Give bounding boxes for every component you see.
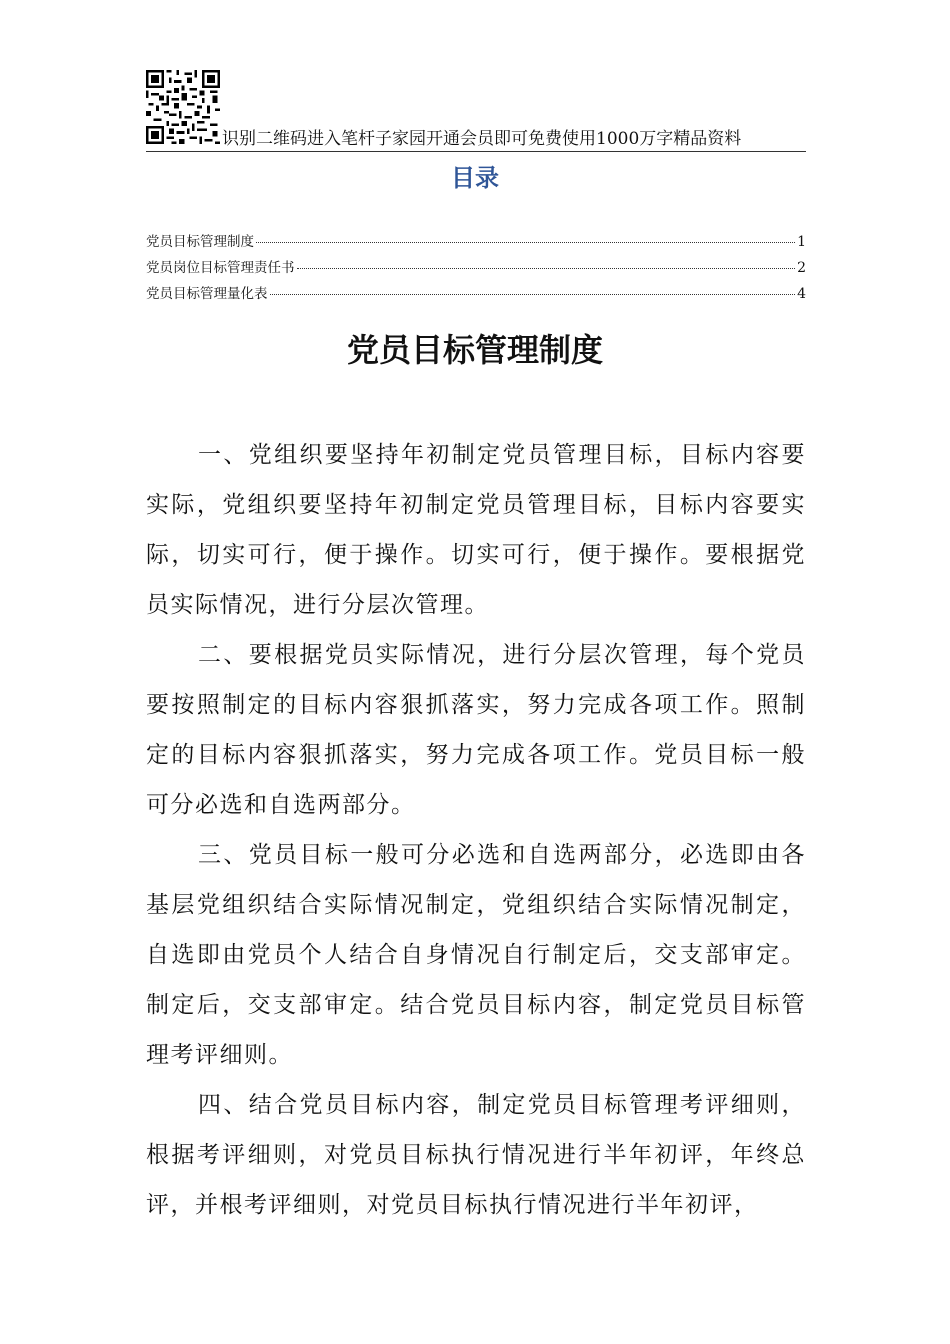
toc-item[interactable] (146, 282, 806, 308)
toc-item-page: 2 (797, 260, 806, 276)
toc-leader-dots (297, 268, 796, 269)
body-paragraph: 一、党组织要坚持年初制定党员管理目标，目标内容要实际，党组织要坚持年初制定党员管理目标，目标内容要实际，切实可行，便于操作。切实可行，便于操作。要根据党员实际情况，进行分层次管理。 (146, 442, 806, 618)
toc-item-page: 1 (797, 234, 806, 250)
toc-item[interactable] (146, 230, 806, 256)
body-paragraph: 四、结合党员目标内容，制定党员目标管理考评细则，根据考评细则，对党员目标执行情况进行半年初评，年终总评，并根考评细则，对党员目标执行情况进行半年初评， (146, 1092, 806, 1218)
document-title: 党员目标管理制度 (346, 331, 603, 369)
toc-item-label: 党员目标管理制度 (146, 234, 254, 250)
toc-leader-dots (270, 294, 796, 295)
toc-leader-dots (256, 242, 795, 243)
body-paragraph: 三、党员目标一般可分必选和自选两部分，必选即由各基层党组织结合实际情况制定，党组织结合实际情况制定，自选即由党员个人结合自身情况自行制定后，交支部审定。制定后，交支部审定。结合党员目标内容，制定党员目标管理考评细则。 (146, 842, 806, 1068)
toc-item[interactable] (146, 256, 806, 282)
table-of-contents (146, 230, 806, 308)
header-divider (146, 151, 806, 152)
toc-title: 目录 (451, 164, 499, 192)
toc-item-label: 党员目标管理量化表 (146, 286, 268, 302)
toc-item-label: 党员岗位目标管理责任书 (146, 260, 295, 276)
toc-item-page: 4 (797, 286, 806, 302)
document-body (146, 430, 806, 1230)
body-paragraph: 二、要根据党员实际情况，进行分层次管理，每个党员要按照制定的目标内容狠抓落实，努力完成各项工作。照制定的目标内容狠抓落实，努力完成各项工作。党员目标一般可分必选和自选两部分。 (146, 642, 806, 818)
header-promo-text: 识别二维码进入笔杆子家园开通会员即可免费使用1000万字精品资料 (222, 129, 742, 149)
qr-code-icon (146, 70, 220, 144)
